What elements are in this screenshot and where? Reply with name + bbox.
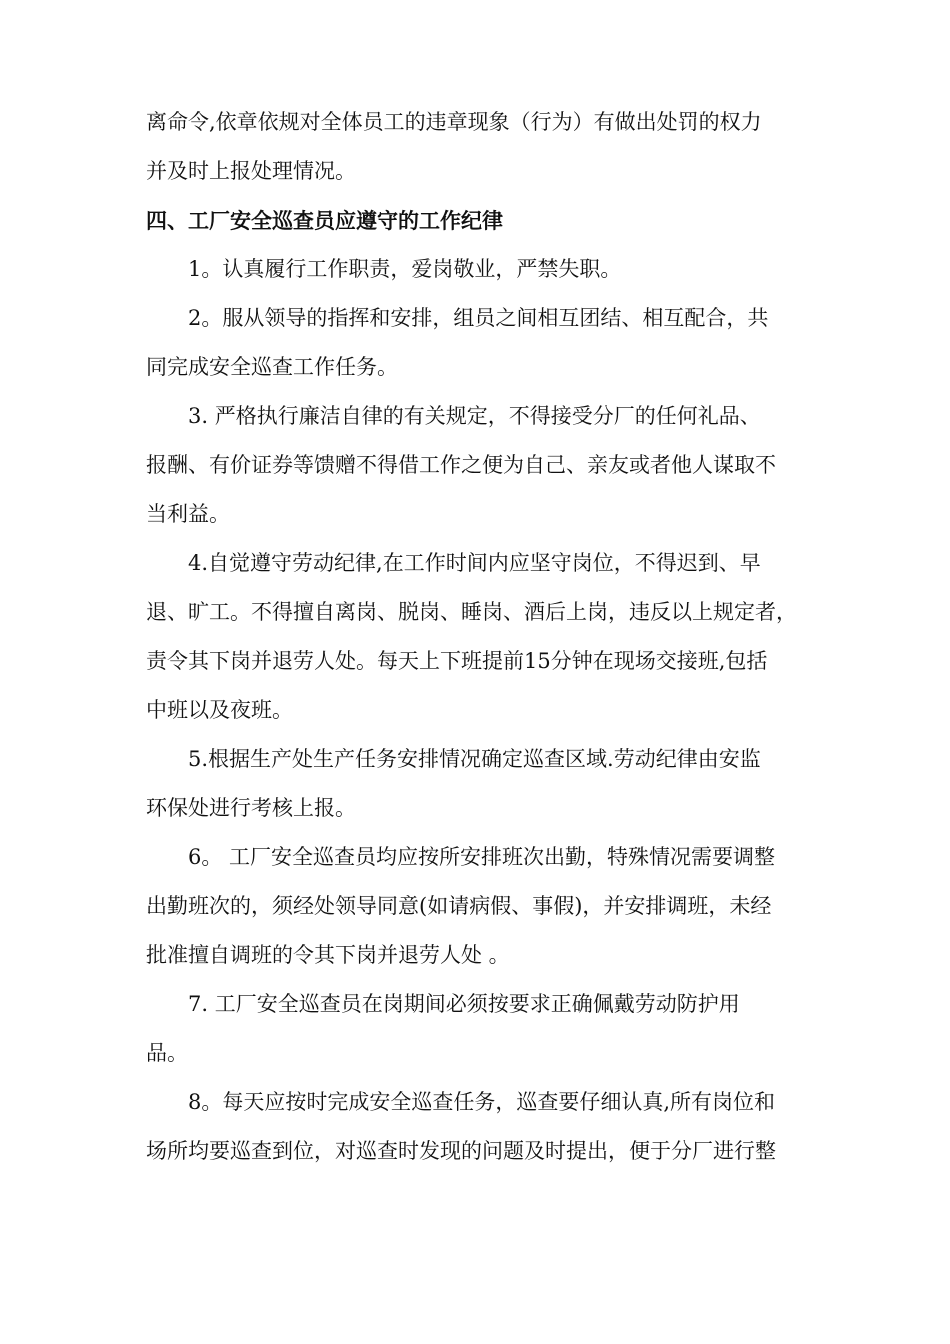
text-line: 环保处进行考核上报。: [146, 796, 356, 820]
text-line: 1。认真履行工作职责，爱岗敬业，严禁失职。: [188, 257, 622, 281]
text-line: 报酬、有价证券等馈赠不得借工作之便为自己、亲友或者他人谋取不: [146, 453, 776, 477]
text-line: 批准擅自调班的令其下岗并退劳人处 。: [146, 943, 510, 967]
text-line: 2。服从领导的指挥和安排，组员之间相互团结、相互配合，共: [188, 306, 769, 330]
text-line: 同完成安全巡查工作任务。: [146, 355, 398, 379]
text-line: 5.根据生产处生产任务安排情况确定巡查区域.劳动纪律由安监: [188, 747, 761, 771]
text-line: 3. 严格执行廉洁自律的有关规定，不得接受分厂的任何礼品、: [188, 404, 761, 428]
text-line: 7. 工厂安全巡查员在岗期间必须按要求正确佩戴劳动防护用: [188, 992, 740, 1016]
text-line: 出勤班次的，须经处领导同意(如请病假、事假)，并安排调班，未经: [146, 894, 772, 918]
text-line: 责令其下岗并退劳人处。每天上下班提前15分钟在现场交接班,包括: [146, 649, 768, 673]
text-line: 退、旷工。不得擅自离岗、脱岗、睡岗、酒后上岗，违反以上规定者，: [146, 600, 797, 624]
text-line: 并及时上报处理情况。: [146, 159, 356, 183]
text-line: 4.自觉遵守劳动纪律,在工作时间内应坚守岗位，不得迟到、早: [188, 551, 761, 575]
text-line: 中班以及夜班。: [146, 698, 293, 722]
text-line: 场所均要巡查到位，对巡查时发现的问题及时提出，便于分厂进行整: [146, 1139, 776, 1163]
document-body: [146, 98, 814, 1176]
text-line: 当利益。: [146, 502, 230, 526]
text-line: 6。 工厂安全巡查员均应按所安排班次出勤，特殊情况需要调整: [188, 845, 776, 869]
text-line: 离命令,依章依规对全体员工的违章现象（行为）有做出处罚的权力: [146, 110, 762, 134]
text-line: 品。: [146, 1041, 188, 1065]
section-heading: 四、工厂安全巡查员应遵守的工作纪律: [146, 208, 503, 233]
text-line: 8。每天应按时完成安全巡查任务，巡查要仔细认真,所有岗位和: [188, 1090, 776, 1114]
